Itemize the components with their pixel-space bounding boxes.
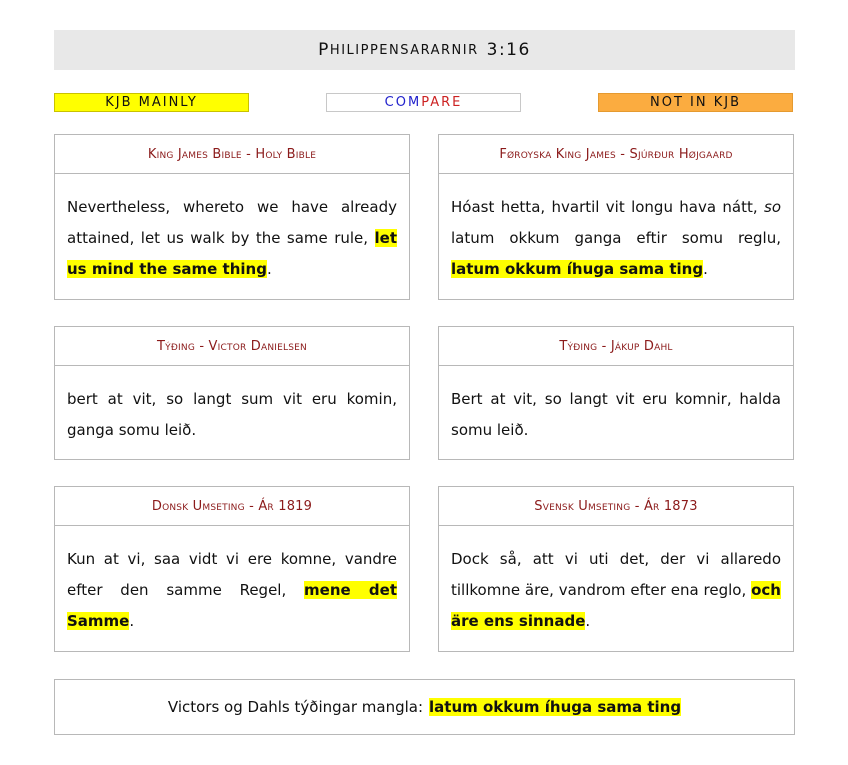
- verse-text: Dock så, att vi uti det, der vi allaredo tillkomne äre, vandrom efter ena reglo,: [451, 550, 781, 599]
- verse-text-end: .: [266, 260, 272, 278]
- card-verse-text: [439, 366, 793, 458]
- card-heading-label: Týðing - Victor Danielsen: [157, 338, 307, 354]
- verse-text-end: .: [703, 260, 708, 278]
- verse-highlight: latum okkum íhuga sama ting: [451, 260, 704, 278]
- missing-translation-note: [54, 679, 795, 735]
- title-book-name: HILIPPENSARARNIR: [329, 42, 479, 58]
- card-heading-label: Týðing - Jákup Dahl: [559, 338, 673, 354]
- translation-card-kjb: [54, 134, 410, 300]
- verse-text: bert at vit, so langt sum vit eru komin, ganga somu leið.: [67, 390, 397, 439]
- compare-button[interactable]: [326, 93, 521, 112]
- card-heading: [55, 135, 409, 174]
- verse-text-end: .: [585, 612, 591, 630]
- card-heading-label: Føroyska King James - Sjúrður Højgaard: [499, 146, 733, 162]
- card-heading-label: Donsk Umseting - Ár 1819: [151, 498, 313, 514]
- translation-card-svensk-1873: [438, 486, 794, 652]
- verse-text: Bert at vit, so langt vit eru komnir, halda somu leið.: [451, 390, 781, 439]
- card-heading-label: Svensk Umseting - Ár 1873: [534, 498, 698, 514]
- not-in-kjb-label: NOT IN KJB: [650, 95, 741, 110]
- title-book-initial: P: [318, 40, 330, 60]
- translation-card-donsk-1819: [54, 486, 410, 652]
- card-verse-text: [439, 526, 793, 649]
- translation-card-foroyska-kj: [438, 134, 794, 300]
- card-heading: [439, 327, 793, 366]
- verse-highlight: och äre ens sinnade: [451, 581, 781, 630]
- verse-text: Nevertheless, whereto we have already attained, let us walk by the same rule,: [67, 198, 397, 247]
- verse-highlight: mene det Samme: [67, 581, 397, 630]
- not-in-kjb-button[interactable]: [598, 93, 793, 112]
- card-heading: [55, 487, 409, 526]
- verse-text-end: .: [129, 612, 135, 630]
- translation-card-jakup-dahl: [438, 326, 794, 460]
- compare-label-part1: COM: [384, 95, 422, 110]
- card-verse-text: [55, 174, 409, 297]
- verse-highlight: let us mind the same thing: [67, 229, 397, 278]
- card-heading-label: King James Bible - Holy Bible: [147, 146, 317, 162]
- card-heading: [55, 327, 409, 366]
- card-verse-text: [55, 366, 409, 458]
- card-heading: [439, 487, 793, 526]
- verse-text-middle: latum okkum ganga eftir somu reglu,: [451, 229, 781, 247]
- page-title: [54, 30, 795, 70]
- title-reference: 3:16: [486, 40, 531, 60]
- verse-text: Hóast hetta, hvartil vit longu hava nátt,: [451, 198, 764, 216]
- note-highlight: latum okkum íhuga sama ting: [429, 698, 682, 716]
- translation-card-victor-danielsen: [54, 326, 410, 460]
- kjb-mainly-label: KJB MAINLY: [105, 95, 198, 110]
- card-heading: [439, 135, 793, 174]
- note-text: Victors og Dahls týðingar mangla:: [167, 698, 424, 716]
- verse-text: Kun at vi, saa vidt vi ere komne, vandre efter den samme Regel,: [67, 550, 397, 599]
- card-verse-text: [439, 174, 793, 297]
- kjb-mainly-button[interactable]: [54, 93, 249, 112]
- verse-italic: so: [764, 198, 781, 216]
- compare-label-part2: PARE: [421, 95, 463, 110]
- card-verse-text: [55, 526, 409, 649]
